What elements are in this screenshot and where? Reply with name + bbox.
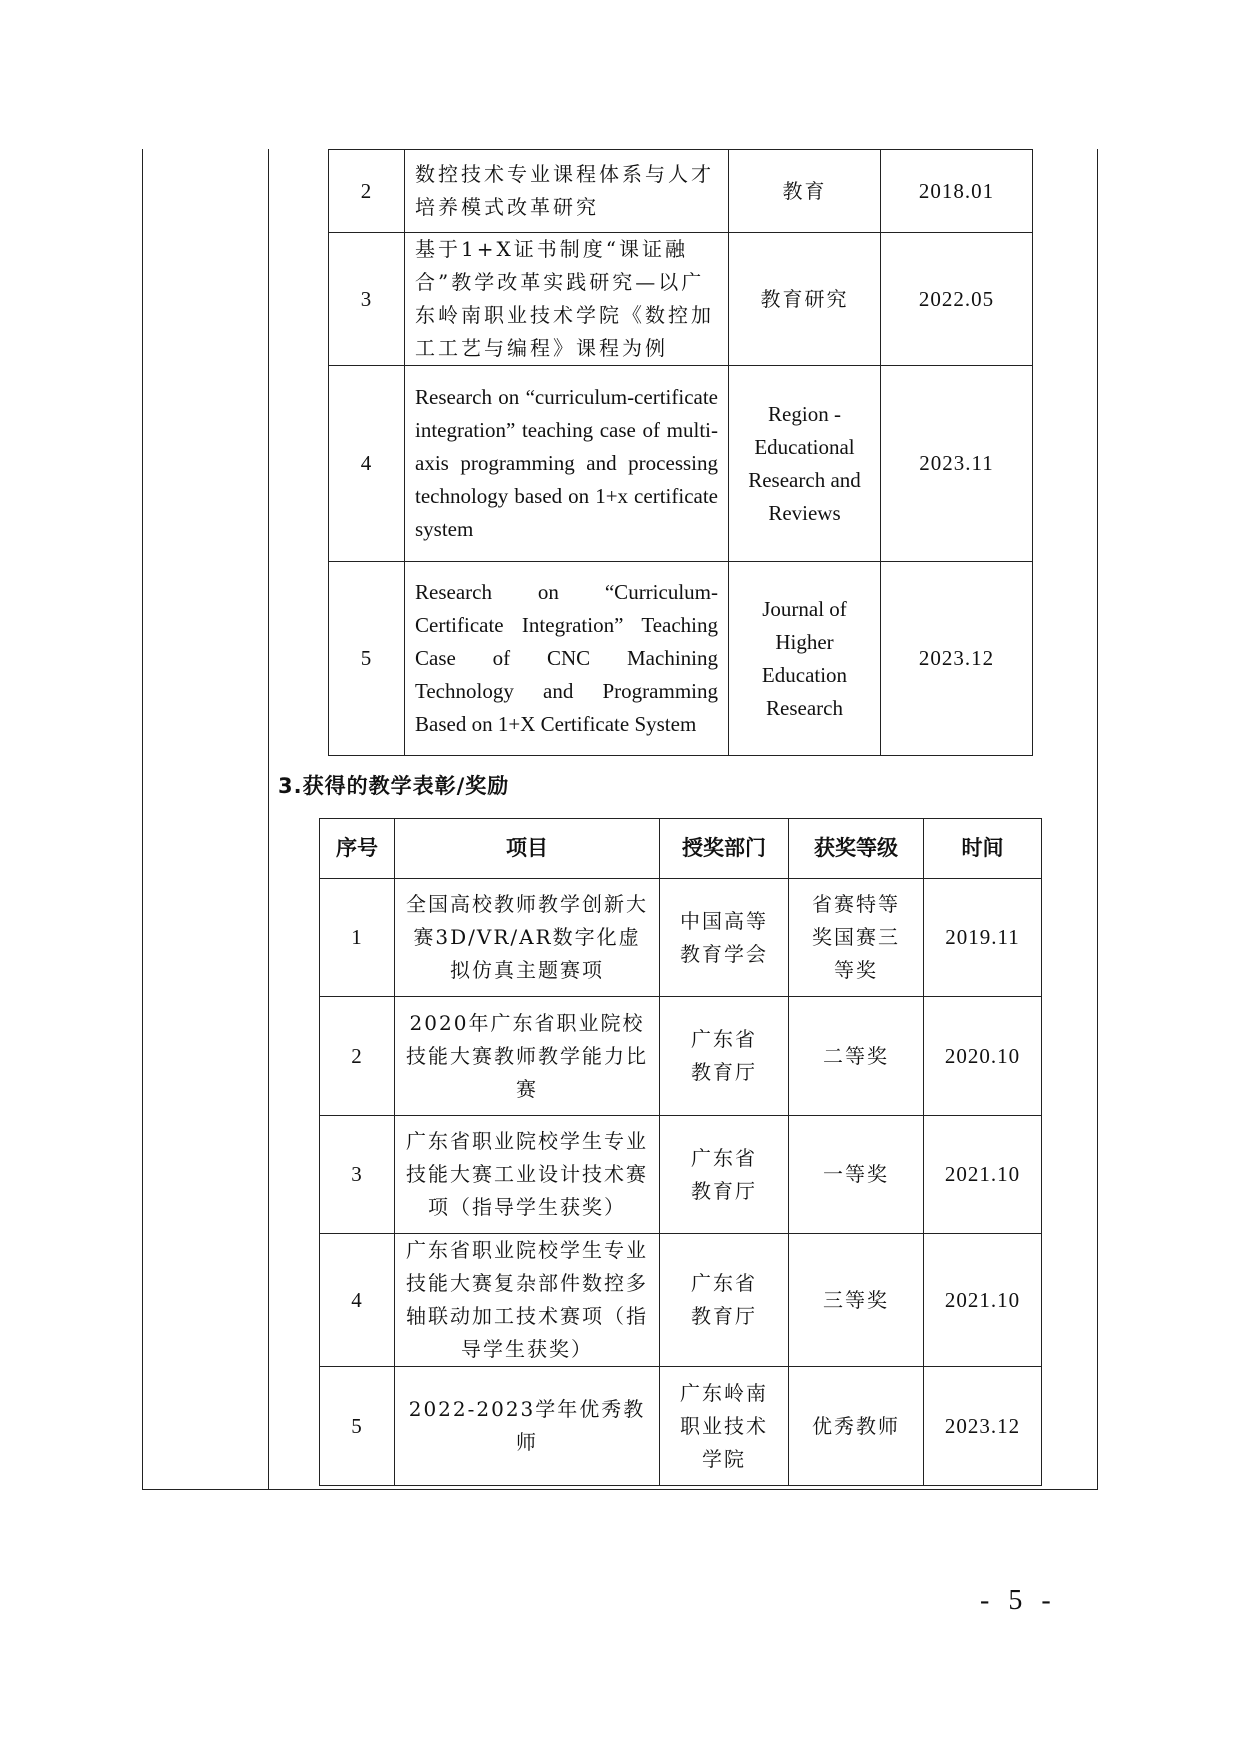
table-header-row (320, 819, 1042, 879)
paper-title: Research on “Curriculum-Certificate Integration” Teaching Case of CNC Machining Technology and Programming Based on 1+X Certificate System (405, 562, 729, 756)
left-column-divider (268, 149, 269, 1490)
paper-title: Research on “curriculum-certificate integration” teaching case of multi-axis programming and processing technology based on 1+x certificate system (405, 366, 729, 562)
award-dept: 广东省教育厅 (660, 1116, 789, 1234)
section-heading-awards: 3.获得的教学表彰/奖励 (278, 774, 510, 798)
table-row (329, 562, 1033, 756)
table-row (329, 366, 1033, 562)
table-row (320, 1234, 1042, 1367)
table-row (329, 150, 1033, 233)
award-date: 2021.10 (924, 1116, 1042, 1234)
award-item: 2022-2023学年优秀教师 (395, 1367, 660, 1486)
award-item: 广东省职业院校学生专业技能大赛复杂部件数控多轴联动加工技术赛项（指导学生获奖） (395, 1234, 660, 1367)
paper-journal: 教育研究 (729, 233, 881, 366)
paper-title: 数控技术专业课程体系与人才培养模式改革研究 (405, 150, 729, 233)
award-dept: 中国高等教育学会 (660, 879, 789, 997)
award-date: 2019.11 (924, 879, 1042, 997)
award-dept: 广东岭南职业技术学院 (660, 1367, 789, 1486)
award-date: 2020.10 (924, 997, 1042, 1116)
table-row (329, 233, 1033, 366)
award-date: 2023.12 (924, 1367, 1042, 1486)
award-no: 2 (320, 997, 395, 1116)
header-date: 时间 (924, 819, 1042, 879)
award-level: 二等奖 (789, 997, 924, 1116)
papers-table (328, 149, 1033, 756)
table-row (320, 997, 1042, 1116)
paper-journal: Journal of Higher Education Research (729, 562, 881, 756)
header-no: 序号 (320, 819, 395, 879)
award-level: 三等奖 (789, 1234, 924, 1367)
awards-table (319, 818, 1042, 1486)
paper-no: 3 (329, 233, 405, 366)
award-level: 省赛特等奖国赛三等奖 (789, 879, 924, 997)
paper-no: 2 (329, 150, 405, 233)
award-level: 优秀教师 (789, 1367, 924, 1486)
header-level: 获奖等级 (789, 819, 924, 879)
paper-date: 2022.05 (881, 233, 1033, 366)
award-item: 广东省职业院校学生专业技能大赛工业设计技术赛项（指导学生获奖） (395, 1116, 660, 1234)
award-dept: 广东省教育厅 (660, 1234, 789, 1367)
paper-date: 2018.01 (881, 150, 1033, 233)
paper-journal: 教育 (729, 150, 881, 233)
paper-journal: Region - Educational Research and Reviews (729, 366, 881, 562)
award-no: 4 (320, 1234, 395, 1367)
paper-no: 5 (329, 562, 405, 756)
award-no: 1 (320, 879, 395, 997)
award-no: 3 (320, 1116, 395, 1234)
header-item: 项目 (395, 819, 660, 879)
award-dept: 广东省教育厅 (660, 997, 789, 1116)
paper-date: 2023.11 (881, 366, 1033, 562)
table-row (320, 879, 1042, 997)
page-number: - 5 - (980, 1585, 1057, 1616)
paper-no: 4 (329, 366, 405, 562)
header-dept: 授奖部门 (660, 819, 789, 879)
award-item: 2020年广东省职业院校技能大赛教师教学能力比赛 (395, 997, 660, 1116)
table-row (320, 1116, 1042, 1234)
award-item: 全国高校教师教学创新大赛3D/VR/AR数字化虚拟仿真主题赛项 (395, 879, 660, 997)
award-level: 一等奖 (789, 1116, 924, 1234)
award-no: 5 (320, 1367, 395, 1486)
award-date: 2021.10 (924, 1234, 1042, 1367)
table-row (320, 1367, 1042, 1486)
paper-date: 2023.12 (881, 562, 1033, 756)
paper-title: 基于1+X证书制度“课证融合”教学改革实践研究—以广东岭南职业技术学院《数控加工工艺与编程》课程为例 (405, 233, 729, 366)
